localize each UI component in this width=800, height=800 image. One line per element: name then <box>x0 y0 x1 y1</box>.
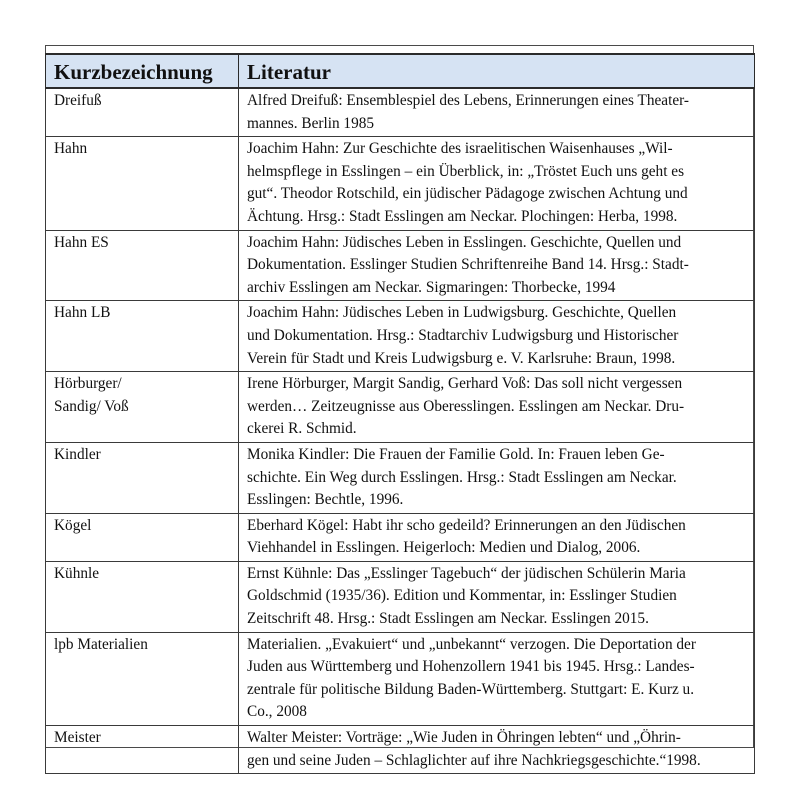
short-name-cell <box>46 88 239 137</box>
text-line: Joachim Hahn: Jüdisches Leben in Ludwigsburg. Geschichte, Quellen <box>247 304 677 322</box>
text-line: schichte. Ein Weg durch Esslingen. Hrsg.: Stadt Esslingen am Neckar. <box>247 468 677 486</box>
literature-cell <box>239 137 755 230</box>
short-name-cell <box>46 513 239 561</box>
literature-cell <box>239 726 755 774</box>
text-line: Juden aus Württemberg und Hohenzollern 1941 bis 1945. Hrsg.: Landes- <box>247 658 695 676</box>
short-name: lpb Materialien <box>54 635 148 653</box>
literature-cell <box>239 88 755 137</box>
literature-cell <box>239 632 755 725</box>
text-line: Ächtung. Hrsg.: Stadt Esslingen am Neckar. Plochingen: Herba, 1998. <box>247 207 678 225</box>
table-row <box>46 442 755 513</box>
table-row <box>46 372 755 443</box>
short-name-cell <box>46 230 239 301</box>
column-header-literature: Literatur <box>239 54 755 88</box>
literature-cell <box>239 301 755 372</box>
short-name-cell <box>46 561 239 632</box>
literature-cell <box>239 513 755 561</box>
text-line: mannes. Berlin 1985 <box>247 114 375 132</box>
text-line: Joachim Hahn: Jüdisches Leben in Esslingen. Geschichte, Quellen und <box>247 233 682 251</box>
table-row <box>46 88 755 137</box>
short-name: Dreifuß <box>54 92 102 109</box>
short-name: Kögel <box>54 516 92 534</box>
table-row <box>46 726 755 774</box>
short-name-cell <box>46 301 239 372</box>
text-line: Ernst Kühnle: Das „Esslinger Tagebuch“ der jüdischen Schülerin Maria <box>247 564 686 582</box>
short-name: Hahn <box>54 140 88 158</box>
text-line: Materialien. „Evakuiert“ und „unbekannt“ verzogen. Die Deportation der <box>247 635 696 653</box>
short-name-cell <box>46 632 239 725</box>
text-line: Co., 2008 <box>247 703 307 721</box>
short-name-cell <box>46 137 239 230</box>
text-line: Dokumentation. Esslinger Studien Schriftenreihe Band 14. Hrsg.: Stadt- <box>247 256 689 274</box>
short-name: Kindler <box>54 445 101 463</box>
text-line: archiv Esslingen am Neckar. Sigmaringen: Thorbecke, 1994 <box>247 278 616 296</box>
table-row <box>46 561 755 632</box>
short-name-cell <box>46 372 239 443</box>
text-line: gen und seine Juden – Schlaglichter auf ihre Nachkriegsgeschichte.“1998. <box>247 751 701 769</box>
short-name-cell <box>46 726 239 774</box>
text-line: Joachim Hahn: Zur Geschichte des israelitischen Waisenhauses „Wil- <box>247 140 673 158</box>
text-line: Verein für Stadt und Kreis Ludwigsburg e. V. Karlsruhe: Braun, 1998. <box>247 349 676 367</box>
text-line: und Dokumentation. Hrsg.: Stadtarchiv Ludwigsburg und Historischer <box>247 326 679 344</box>
text-line: Irene Hörburger, Margit Sandig, Gerhard Voß: Das soll nicht vergessen <box>247 375 683 393</box>
text-line: Zeitschrift 48. Hrsg.: Stadt Esslingen am Neckar. Esslingen 2015. <box>247 610 649 628</box>
text-line: Viehhandel in Esslingen. Heigerloch: Medien und Dialog, 2006. <box>247 539 641 557</box>
table-row <box>46 137 755 230</box>
text-line: Monika Kindler: Die Frauen der Familie Gold. In: Frauen leben Ge- <box>247 445 665 463</box>
text-line: Walter Meister: Vorträge: „Wie Juden in Öhringen lebten“ und „Öhrin- <box>247 729 681 747</box>
text-line: zentrale für politische Bildung Baden-Württemberg. Stuttgart: E. Kurz u. <box>247 680 695 698</box>
text-line: helmspflege in Esslingen – ein Überblick, in: „Tröstet Euch uns geht es <box>247 162 685 180</box>
text-line: Goldschmid (1935/36). Edition und Kommentar, in: Esslinger Studien <box>247 587 677 605</box>
short-name-line: Sandig/ Voß <box>54 397 129 415</box>
literature-cell <box>239 442 755 513</box>
table-row <box>46 513 755 561</box>
table-header-row <box>46 54 755 88</box>
table-row <box>46 230 755 301</box>
literature-table <box>45 53 755 774</box>
text-line: gut“. Theodor Rotschild, ein jüdischer Pädagoge zwischen Achtung und <box>247 185 688 203</box>
short-name: Hahn LB <box>54 304 111 322</box>
literature-cell <box>239 561 755 632</box>
text-line: ckerei R. Schmid. <box>247 420 357 438</box>
short-name: Kühnle <box>54 564 100 582</box>
literature-cell <box>239 230 755 301</box>
table-row <box>46 632 755 725</box>
table-row <box>46 301 755 372</box>
text-line: Alfred Dreifuß: Ensemblespiel des Lebens, Erinnerungen eines Theater- <box>247 92 690 109</box>
short-name: Meister <box>54 729 101 747</box>
text-line: werden… Zeitzeugnisse aus Oberesslingen. Esslingen am Neckar. Dru- <box>247 397 685 415</box>
column-header-short: Kurzbezeichnung <box>46 54 239 88</box>
text-line: Eberhard Kögel: Habt ihr scho gedeild? Erinnerungen an den Jüdischen <box>247 516 686 534</box>
short-name: Hahn ES <box>54 233 109 251</box>
short-name-cell <box>46 442 239 513</box>
literature-cell <box>239 372 755 443</box>
short-name-line: Hörburger/ <box>54 375 122 393</box>
text-line: Esslingen: Bechtle, 1996. <box>247 491 404 509</box>
